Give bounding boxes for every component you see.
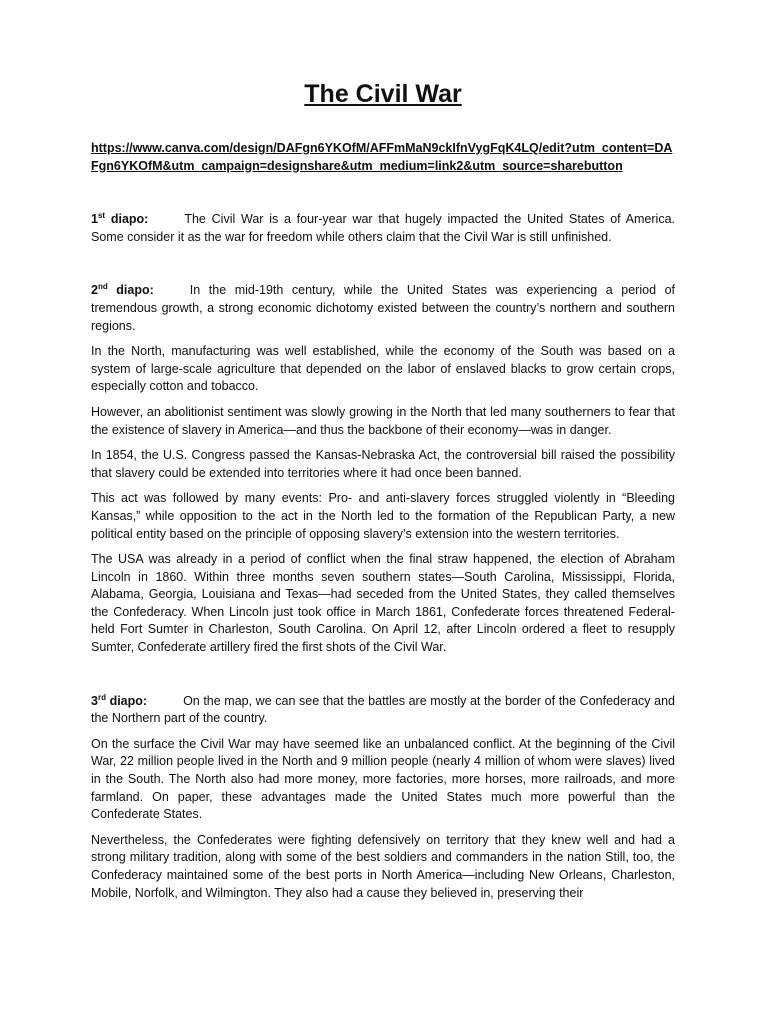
paragraph: On the surface the Civil War may have seemed like an unbalanced conflict. At the beginning of the Civil War, 22 million people lived in the North and 9 million people (nearly 4 million of whom were slaves) lived in the South. The North also had more money, more factories, more horses, more railroads, and more farmland. On paper, these advantages made the United States much more powerful than the Confederate States. — [91, 736, 675, 822]
paragraph: The USA was already in a period of conflict when the final straw happened, the election of Abraham Lincoln in 1860. Within three months seven southern states—South Carolina, Mississippi, Florida, Alabama, Georgia, Louisiana and Texas—had seceded from the United States, they called themselves the Confederacy. When Lincoln just took office in March 1861, Confederate forces threatened Federal-held Fort Sumter in Charleston, South Carolina. On April 12, after Lincoln ordered a fleet to resupply Sumter, Confederate artillery fired the first shots of the Civil War. — [91, 552, 675, 655]
canva-link[interactable]: https://www.canva.com/design/DAFgn6YKOfM/AFFmMaN9ckIfnVygFqK4LQ/edit?utm_content=DAFgn6YKOfM&utm_campaign=designshare&utm_medium=link2&utm_source=sharebutton — [91, 141, 673, 173]
paragraph: However, an abolitionist sentiment was slowly growing in the North that led many southerners to fear that the existence of slavery in America—and thus the backbone of their economy—was in danger. — [91, 404, 675, 437]
section-lead — [91, 211, 675, 246]
section-diapo-1 — [91, 211, 675, 246]
section-lead — [91, 693, 675, 728]
paragraph: In 1854, the U.S. Congress passed the Kansas-Nebraska Act, the controversial bill raised the possibility that slavery could be extended into territories where it had once been banned. — [91, 448, 675, 480]
section-heading: 3rd diapo: — [91, 692, 148, 708]
document-body — [91, 80, 676, 902]
section-lead-text: In the mid-19th century, while the United States was experiencing a period of tremendous growth, a strong economic dichotomy existed between the country’s northern and southern regions. — [91, 283, 676, 333]
section-diapo-2 — [91, 282, 675, 656]
paragraph: This act was followed by many events: Pro- and anti-slavery forces struggled violently in “Bleeding Kansas,” while opposition to the act in the North led to the formation of the Republican Party, a new political entity based on the principle of opposing slavery’s extension into the western territories. — [91, 491, 675, 541]
paragraph: In the North, manufacturing was well established, while the economy of the South was based on a system of large-scale agriculture that depended on the labor of enslaved blacks to grow certain crops, especially cotton and tobacco. — [91, 344, 675, 394]
section-lead-text: The Civil War is a four-year war that hugely impacted the United States of America. Some consider it as the war for freedom while others claim that the Civil War is still unfinished. — [91, 212, 675, 244]
section-heading: 1st diapo: — [91, 211, 149, 227]
section-diapo-3 — [91, 693, 675, 903]
section-lead-text: On the map, we can see that the battles are mostly at the border of the Confederacy and the Northern part of the country. — [91, 693, 675, 726]
paragraph: Nevertheless, the Confederates were fighting defensively on territory that they knew well and had a strong military tradition, along with some of the best soldiers and commanders in the nation Still, too, the Confederacy maintained some of the best ports in North America—including New Orleans, Charleston, Mobile, Norfolk, and Wilmington. They also had a cause they believed in, preserving their — [91, 832, 675, 900]
section-heading: 2nd diapo: — [91, 282, 154, 298]
section-lead — [91, 282, 675, 335]
document-title: The Civil War — [304, 80, 462, 108]
